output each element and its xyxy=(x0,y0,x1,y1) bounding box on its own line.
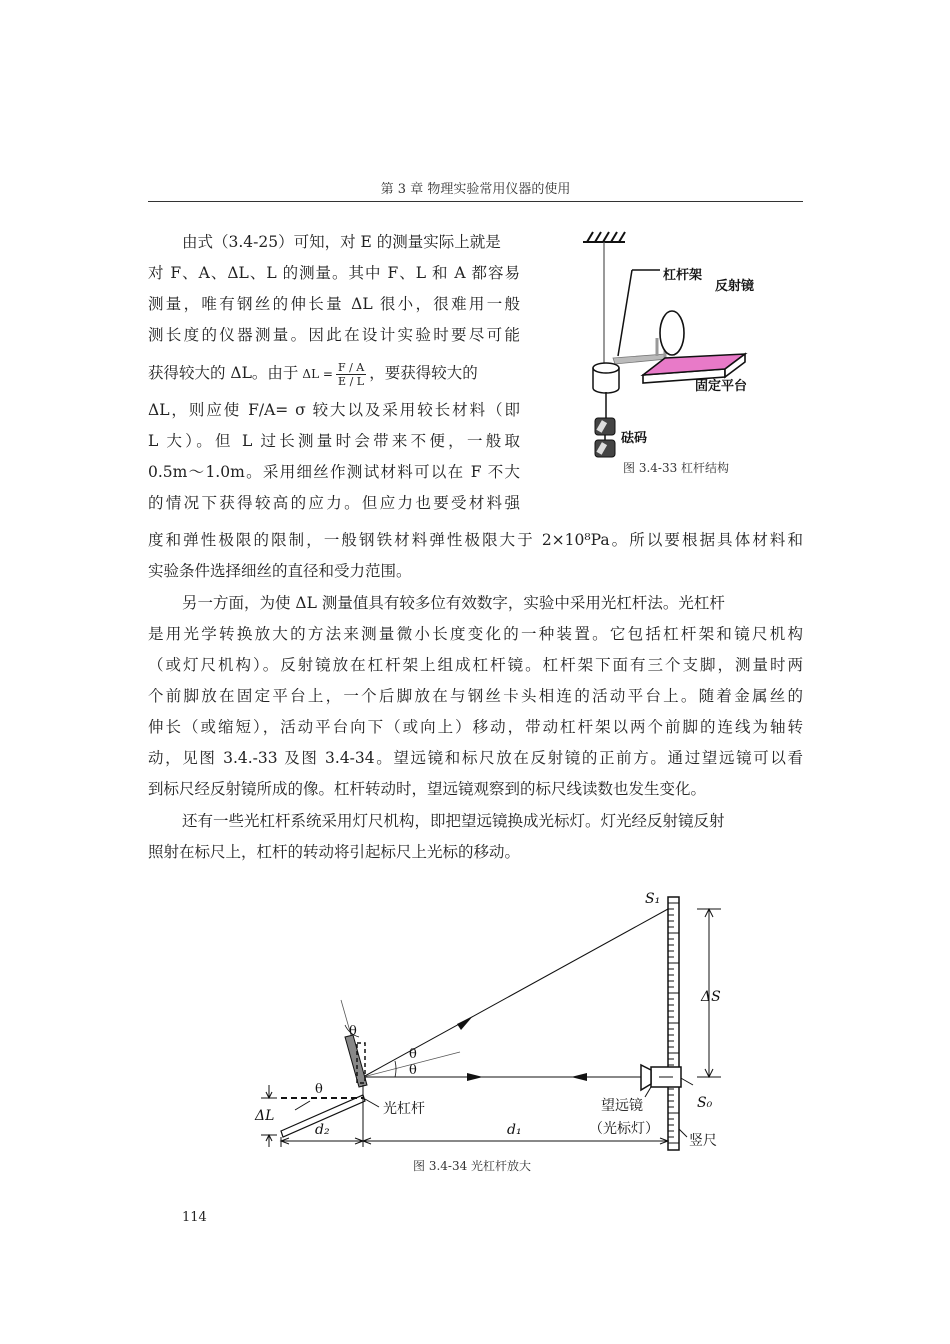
text-line: 照射在标尺上，杠杆的转动将引起标尺上光标的移动。 xyxy=(148,843,521,861)
figure-1-caption: 图 3.4-33 杠杆结构 xyxy=(623,461,730,475)
text-fragment: ，要获得较大的 xyxy=(369,364,478,382)
label-optical-lever: 光杠杆 xyxy=(383,1101,425,1117)
text-line: 对 F、A、ΔL、L 的测量。其中 F、L 和 A 都容易 xyxy=(148,264,520,282)
paragraph-1-full xyxy=(148,525,803,587)
label-d1: d₁ xyxy=(507,1122,522,1138)
text-line: 伸长（或缩短），活动平台向下（或向上）移动，带动杠杆架以两个前脚的连线为轴转 xyxy=(148,718,803,736)
text-line: 还有一些光杠杆系统采用灯尺机构，即把望远镜换成光标灯。灯光经反射镜反射 xyxy=(182,812,725,830)
text-line: 测量，唯有钢丝的伸长量 ΔL 很小，很难用一般 xyxy=(148,295,520,313)
text-line: 度和弹性极限的限制，一般钢铁材料弹性极限大于 2×10⁸Pa。所以要根据具体材料和 xyxy=(148,531,803,549)
label-platform: 固定平台 xyxy=(695,379,748,394)
label-delta-l: ΔL xyxy=(255,1108,275,1124)
lever-structure-figure xyxy=(575,228,800,478)
text-line: ΔL，则应使 F/A= σ 较大以及采用较长材料（即 xyxy=(148,401,520,419)
text-line: 是用光学转换放大的方法来测量微小长度变化的一种装置。它包括杠杆架和镜尺机构 xyxy=(148,625,803,643)
text-line: 的情况下获得较高的应力。但应力也要受材料强 xyxy=(148,494,520,512)
formula-lhs: ΔL = xyxy=(302,367,333,381)
label-lamp: （光标灯） xyxy=(589,1121,659,1137)
page-number: 114 xyxy=(182,1210,207,1225)
label-theta-base: θ xyxy=(315,1082,323,1097)
label-lever-frame: 杠杆架 xyxy=(663,268,703,283)
label-theta-lower: θ xyxy=(409,1063,417,1078)
text-line: 个前脚放在固定平台上，一个后脚放在与钢丝卡头相连的活动平台上。随着金属丝的 xyxy=(148,687,803,705)
paragraph-2 xyxy=(148,588,803,805)
figure-2-caption: 图 3.4-34 光杠杆放大 xyxy=(413,1159,532,1173)
label-theta-upper: θ xyxy=(409,1047,417,1062)
header-rule xyxy=(148,201,803,202)
label-delta-s: ΔS xyxy=(701,989,721,1005)
label-telescope: 望远镜 xyxy=(601,1098,643,1114)
text-line: L 大）。但 L 过长测量时会带来不便，一般取 xyxy=(148,432,520,450)
text-line: 动，见图 3.4.-33 及图 3.4-34。望远镜和标尺放在反射镜的正前方。通过望远镜可以看 xyxy=(148,749,803,767)
label-mirror: 反射镜 xyxy=(715,279,755,294)
label-ruler: 竖尺 xyxy=(689,1133,717,1149)
label-d2: d₂ xyxy=(315,1122,330,1138)
text-line: 由式（3.4-25）可知，对 E 的测量实际上就是 xyxy=(182,233,501,251)
formula-denominator: E / L xyxy=(338,374,365,388)
formula-line xyxy=(148,351,520,395)
text-line: 0.5m～1.0m。采用细丝作测试材料可以在 F 不大 xyxy=(148,463,520,481)
text-line: （或灯尺机构）。反射镜放在杠杆架上组成杠杆镜。杠杆架下面有三个支脚，测量时两 xyxy=(148,656,803,674)
label-theta-top: θ xyxy=(349,1024,357,1039)
label-s1: S₁ xyxy=(645,891,661,907)
paragraph-1-narrow xyxy=(148,227,520,519)
label-weights: 砝码 xyxy=(621,431,648,446)
text-line: 到标尺经反射镜所成的像。杠杆转动时，望远镜观察到的标尺线读数也发生变化。 xyxy=(148,780,707,798)
text-line: 测长度的仪器测量。因此在设计实验时要尽可能 xyxy=(148,326,520,344)
text-line: 另一方面，为使 ΔL 测量值具有较多位有效数字，实验中采用光杠杆法。光杠杆 xyxy=(182,594,725,612)
label-s0: S₀ xyxy=(697,1095,713,1111)
formula-numerator: F / A xyxy=(337,360,365,374)
formula-fraction xyxy=(336,361,366,388)
paragraph-3 xyxy=(148,806,803,868)
running-header: 第 3 章 物理实验常用仪器的使用 xyxy=(380,182,571,197)
optical-lever-figure xyxy=(245,885,735,1155)
text-fragment: 获得较大的 ΔL。由于 xyxy=(148,364,299,382)
text-line: 实验条件选择细丝的直径和受力范围。 xyxy=(148,562,412,580)
